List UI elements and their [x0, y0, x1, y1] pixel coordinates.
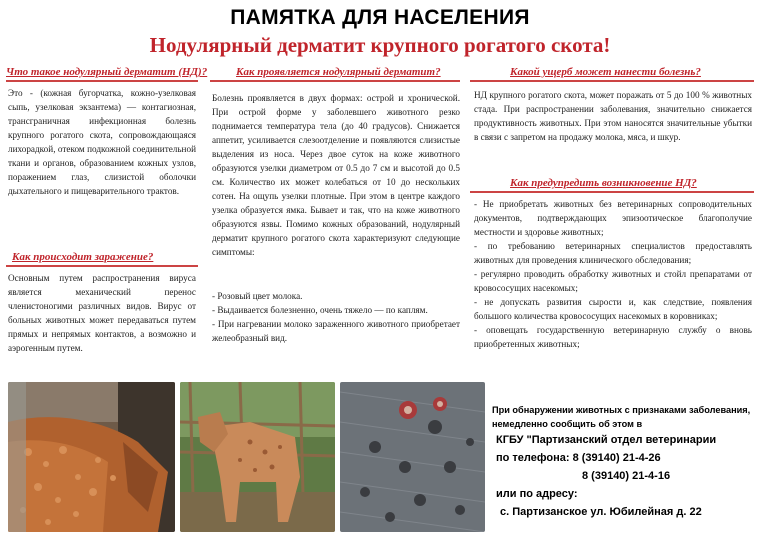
list-item: - Не приобретать животных без ветеринарных сопроводительных документов, подтверждающих эпизоотическое благополучие местности и здоровье животных;: [474, 199, 752, 237]
heading-rule-col2: [210, 80, 460, 82]
contact-address: с. Партизанское ул. Юбилейная д. 22: [500, 506, 702, 518]
list-item: - При нагревании молоко зараженного животного приобретает желеобразный вид.: [212, 319, 460, 343]
heading-symptoms: Как проявляется нодулярный дерматит?: [236, 66, 441, 78]
contact-notice: При обнаружении животных с признаками заболевания, немедленно сообщить об этом в: [492, 405, 751, 429]
prevention-list: [474, 197, 752, 351]
list-item: - оповещать государственную ветеринарную службу о вновь приобретенных животных;: [474, 325, 752, 349]
photo-calf: [180, 382, 335, 532]
photo-cow-nodules: [8, 382, 175, 532]
text-infection: Основным путем распространения вируса является механический перенос членистоногими различных видов. Вирус от больных животных может передаваться путем прямых и непрямых контактов, а возможно и аэрогенным путем.: [8, 273, 196, 353]
contact-phone-1: по телефона: 8 (39140) 21-4-26: [496, 452, 661, 464]
photo-skin-nodules: [340, 382, 485, 532]
list-item: - регулярно проводить обработку животных и стойл препаратами от кровососущих насекомых;: [474, 269, 752, 293]
list-item: - Розовый цвет молока.: [212, 291, 303, 301]
list-item: - по требованию ветеринарных специалистов предоставлять животных для проведения клинического обследования;: [474, 241, 752, 265]
contact-phone-2: 8 (39140) 21-4-16: [582, 470, 671, 482]
text-what-is-nd: Это - (кожная бугорчатка, кожно-узелковая сыпь, узелковая экзантема) — контагиозная, трансграничная инфекционная болезнь крупного рогатого скота, сопровождающаяся лихорадкой, отеком подкожной соединительной ткани и органов, образованием кожных узлов, поражением глаз, слизистой оболочки дыхательного и пищеварительного трактов.: [8, 88, 196, 196]
text-damage: НД крупного рогатого скота, может поражать от 5 до 100 % животных стада. При распространении заболевания, значительно снижается продуктивность животных. При этом наносятся значительные убытки в связи с запретом на продажу молока, мяса, и шкур.: [474, 90, 752, 142]
contact-org: КГБУ "Партизанский отдел ветеринарии: [496, 434, 717, 446]
heading-what-is-nd: Что такое нодулярный дерматит (НД)?: [6, 66, 208, 78]
heading-rule-col1b: [6, 265, 198, 267]
list-item: - Выдаивается болезненно, очень тяжело — по каплям.: [212, 305, 428, 315]
heading-damage: Какой ущерб может нанести болезнь?: [510, 66, 701, 78]
text-symptoms: Болезнь проявляется в двух формах: острой и хронической. При острой форме у заболевшего животного резко поднимается температура тела (до 40 градусов). Снижается аппетит, усиливается слезоотделение и появляются слизистые выделения из носа. Через двое суток на коже животного образуются узелки диаметром от 0.5 до 7 см и высотой до 0.5 см. Количество их может колебаться от 10 до нескольких сотен. На ощупь узелки плотные. При этом в центре каждого узелка образуется ямка. Бывает и так, что на коже животного образуются язвы. Помимо кожных образований, нодулярный дерматит крупного рогатого скота характеризуют следующие симптомы:: [212, 93, 460, 257]
list-item: - не допускать развития сырости и, как следствие, появления большого количества кровососущих насекомых в коровниках;: [474, 297, 752, 321]
heading-rule-col3b: [470, 191, 754, 193]
main-title: Нодулярный дерматит крупного рогатого скота!: [149, 33, 611, 57]
heading-rule-col1: [6, 80, 198, 82]
heading-prevention: Как предупредить возникновение НД?: [510, 177, 697, 189]
heading-infection: Как происходит заражение?: [12, 251, 154, 263]
leaflet-top-title: ПАМЯТКА ДЛЯ НАСЕЛЕНИЯ: [230, 6, 530, 29]
heading-rule-col3: [470, 80, 754, 82]
symptom-list: [212, 289, 460, 345]
contact-address-label: или по адресу:: [496, 488, 578, 500]
